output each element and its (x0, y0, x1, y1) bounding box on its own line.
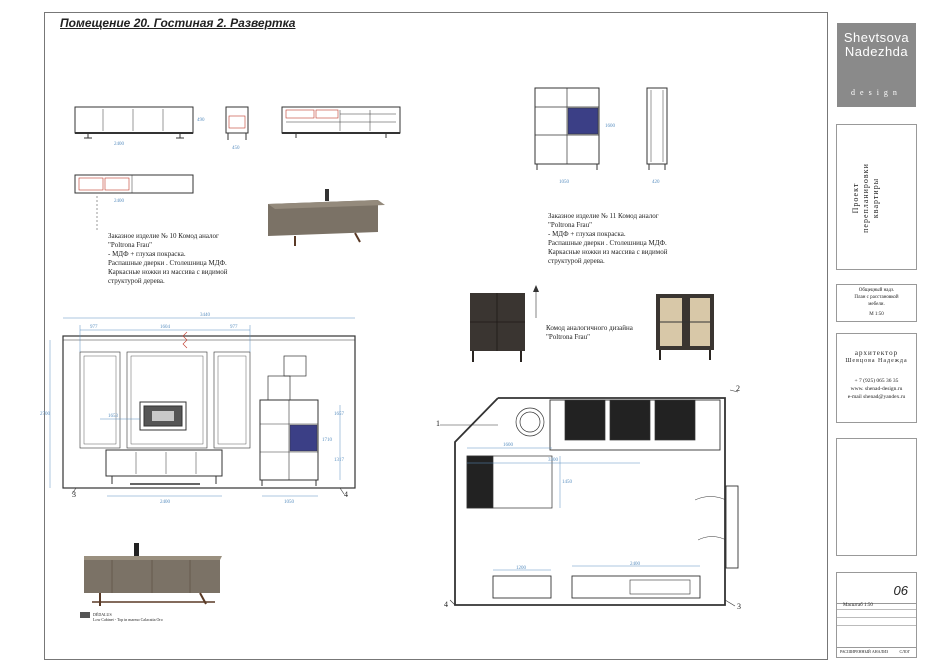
dim-plan-w2: 1200 (516, 566, 526, 571)
note-analog: Комод аналогичного дизайна "Poltrona Frau" (546, 324, 633, 341)
brand-logo-icon (80, 612, 90, 618)
axis-label-4-wall: 4 (344, 490, 348, 499)
dim-plan-w4: 3300 (548, 458, 558, 463)
dim-plan-w1: 1600 (503, 443, 513, 448)
wall-dimensions (50, 318, 355, 496)
dim-tv-offset: 1653 (108, 414, 118, 419)
wall-elevation (63, 336, 355, 488)
dim-cabinet-width: 1050 (559, 180, 569, 185)
notes-box (836, 438, 917, 556)
sideboard-photo-1 (205, 157, 412, 257)
project-title-box: Проект перепланировки квартиры (836, 124, 917, 270)
note-item10: Заказное изделие № 10 Комод аналог "Poltrona Frau" - МДФ + глухая покраска. Распашные дверки . Столешница МДФ. Каркасные ножки из массива с видимой структурой дерева. (108, 232, 228, 285)
dim-cabinet-depth: 420 (652, 180, 660, 185)
axis-label-3: 3 (737, 602, 741, 611)
floor-plan-furniture (467, 400, 738, 598)
dim-cab-h3: 1317 (334, 458, 344, 463)
dim-cabinet-height: 1600 (605, 124, 615, 129)
dim-side-depth: 450 (232, 146, 240, 151)
axis-label-4: 4 (444, 600, 448, 609)
dim-sideboard-plan-width: 2400 (114, 199, 124, 204)
page-title: Помещение 20. Гостиная 2. Развертка (60, 16, 296, 30)
dim-seg-right: 977 (230, 325, 238, 330)
sideboard-plan (75, 175, 193, 193)
dim-seg-left: 977 (90, 325, 98, 330)
tall-cabinet-front (535, 88, 599, 170)
scale-label: Масштаб 1:50 (843, 603, 873, 608)
dim-plan-w3: 2400 (630, 562, 640, 567)
sideboard-photo-2 (66, 525, 241, 625)
brand-logo: Shevtsova Nadezhda design (837, 23, 916, 107)
dim-wall-cabinet: 1050 (284, 500, 294, 505)
dim-wall-height: 2700 (40, 412, 50, 417)
dim-cab-h1: 1657 (334, 412, 344, 417)
note-item11: Заказное изделие № 11 Комод аналог "Poltrona Frau" - МДФ + глухая покраска. Распашные дверки . Столешница МДФ. Каркасные ножки из массива с видимой структурой дерева. (548, 212, 668, 265)
sheet-description-box: Общецный надз. План с расстановкой мебели. М 1:50 (836, 284, 917, 322)
dim-seg-mid: 1604 (160, 325, 170, 330)
dim-sideboard-width: 2400 (114, 142, 124, 147)
dim-wall-width: 3440 (200, 313, 210, 318)
axis-label-3-wall: 3 (72, 490, 76, 499)
dim-sideboard-height: 490 (197, 118, 205, 123)
plan-dimensions (467, 448, 700, 570)
sideboard-open-elevation (282, 107, 400, 138)
axis-label-2: 2 (736, 384, 740, 393)
dim-cab-h2: 1710 (322, 438, 332, 443)
sideboard-front-elevation (75, 107, 193, 138)
axis-label-1: 1 (436, 419, 440, 428)
dim-plan-h1: 1450 (562, 480, 572, 485)
dim-wall-sideboard: 2400 (160, 500, 170, 505)
photo-caption: DÉDALUS Low Cabinet - Top in marmo Calacatta Oro (93, 612, 163, 622)
tall-cabinet-side (647, 88, 667, 170)
sheet-number-box: 06 Масштаб 1:50 РАСШИРЕННЫЙ АНАЛИЗ СЛОГ (836, 572, 917, 658)
architect-box: архитектор Шевцова Надежда + 7 (925) 065 36 35 www. shenad-design.ru e-mail shenad@yandex.ru (836, 333, 917, 423)
sheet-number: 06 (893, 583, 908, 598)
sideboard-side-elevation (226, 107, 248, 140)
